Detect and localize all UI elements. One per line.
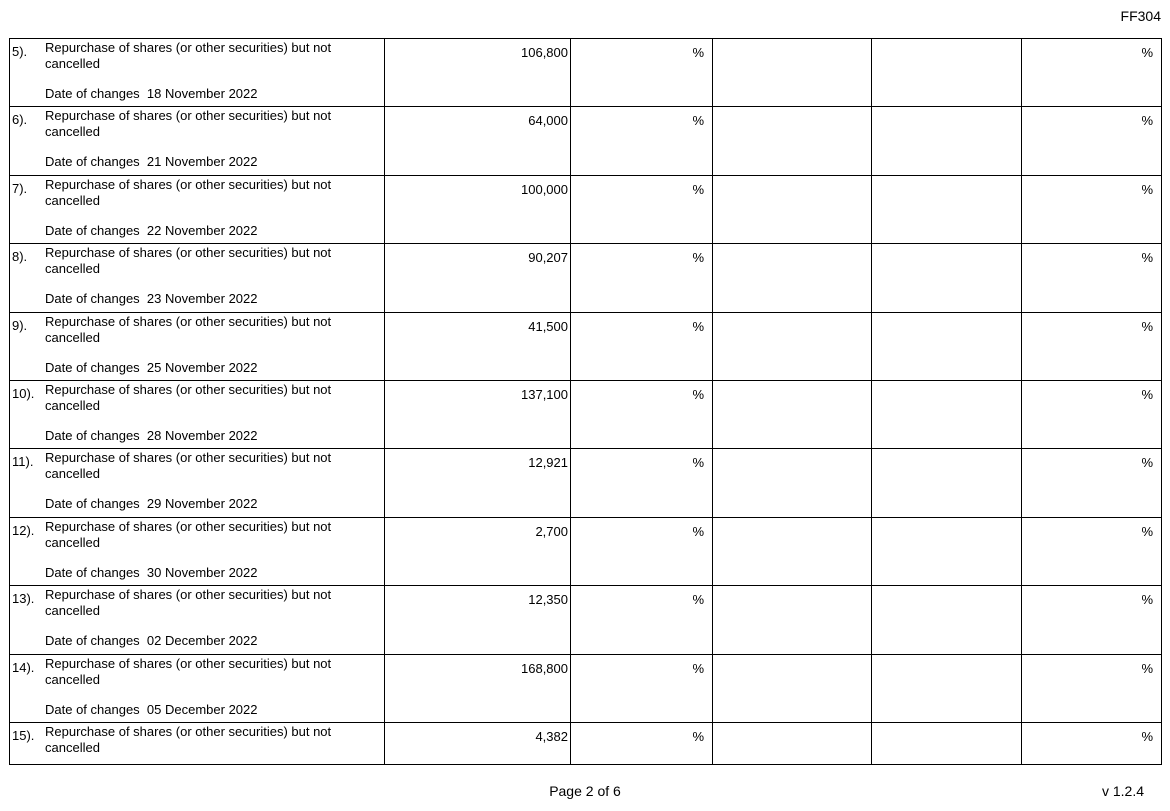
row-number: 8). [12,249,28,265]
table-row [10,654,1162,722]
table-row [10,39,1162,107]
percent-cell: % [1022,39,1162,107]
percent-cell: % [571,449,713,517]
empty-cell [713,654,872,722]
version-label: v 1.2.4 [1101,783,1144,799]
row-description: Repurchase of shares (or other securities) but not cancelled [45,723,332,755]
change-date: 29 November 2022 [146,496,258,512]
percent-cell: % [1022,517,1162,585]
change-date: 18 November 2022 [146,86,258,101]
empty-cell [872,517,1022,585]
empty-cell [872,654,1022,722]
row-number: 13). [12,591,35,607]
description-cell [10,722,385,764]
date-label: Date of changes [45,701,140,717]
table-row [10,380,1162,448]
description-cell [10,517,385,585]
description-cell [10,39,385,107]
shares-cell: 106,800 [385,39,571,107]
change-date: 25 November 2022 [146,359,258,375]
percent-cell: % [571,586,713,654]
change-date: 21 November 2022 [146,154,258,170]
row-description: Repurchase of shares (or other securities) but not cancelled [45,381,332,413]
shares-cell: 2,700 [385,517,571,585]
percent-cell: % [1022,586,1162,654]
row-description: Repurchase of shares (or other securities) but not cancelled [45,655,332,687]
empty-cell [713,722,872,764]
table-row [10,449,1162,517]
shares-cell: 168,800 [385,654,571,722]
change-date-line [45,360,384,376]
empty-cell [713,517,872,585]
row-number: 11). [12,454,34,470]
percent-cell: % [571,654,713,722]
change-date: 22 November 2022 [146,222,258,238]
change-date-line [45,565,384,581]
shares-cell: 64,000 [385,107,571,175]
changes-table-body [10,39,1162,765]
date-label: Date of changes [45,496,140,512]
description-cell [10,107,385,175]
shares-cell: 41,500 [385,312,571,380]
empty-cell [872,312,1022,380]
percent-cell: % [1022,380,1162,448]
date-label: Date of changes [45,154,140,170]
shares-cell: 12,921 [385,449,571,517]
description-cell [10,449,385,517]
row-description: Repurchase of shares (or other securities) but not cancelled [45,450,332,482]
percent-cell: % [571,380,713,448]
change-date-line [45,702,384,718]
row-description: Repurchase of shares (or other securities) but not cancelled [45,108,332,140]
percent-cell: % [571,175,713,243]
percent-cell: % [571,244,713,312]
date-label: Date of changes [45,86,140,101]
empty-cell [713,312,872,380]
form-code: FF304 [1120,8,1161,24]
row-number: 7). [12,180,28,196]
row-description: Repurchase of shares (or other securities) but not cancelled [45,245,332,277]
row-description: Repurchase of shares (or other securities) but not cancelled [45,518,332,550]
date-label: Date of changes [45,291,140,307]
empty-cell [872,722,1022,764]
change-date-line [45,223,384,239]
change-date: 28 November 2022 [146,427,258,443]
percent-cell: % [571,722,713,764]
change-date-line [45,496,384,512]
empty-cell [872,39,1022,107]
row-number: 12). [12,522,35,538]
change-date: 02 December 2022 [146,633,258,649]
row-number: 14). [12,659,35,675]
table-row [10,312,1162,380]
percent-cell: % [1022,312,1162,380]
page-number: Page 2 of 6 [549,783,621,799]
description-cell [10,244,385,312]
date-label: Date of changes [45,633,140,649]
percent-cell: % [1022,175,1162,243]
empty-cell [872,449,1022,517]
table-row [10,722,1162,764]
date-label: Date of changes [45,222,140,238]
changes-table [9,38,1162,765]
shares-cell: 4,382 [385,722,571,764]
change-date-line [45,633,384,649]
empty-cell [713,449,872,517]
row-description: Repurchase of shares (or other securities) but not cancelled [45,587,332,619]
empty-cell [713,39,872,107]
empty-cell [872,107,1022,175]
table-row [10,175,1162,243]
date-label: Date of changes [45,359,140,375]
empty-cell [713,107,872,175]
change-date-line [45,291,384,307]
change-date: 05 December 2022 [146,701,258,717]
empty-cell [872,244,1022,312]
percent-cell: % [1022,449,1162,517]
date-label: Date of changes [45,564,140,580]
percent-cell: % [1022,244,1162,312]
row-description: Repurchase of shares (or other securities) but not cancelled [45,313,332,345]
percent-cell: % [1022,654,1162,722]
empty-cell [872,175,1022,243]
percent-cell: % [571,107,713,175]
change-date: 23 November 2022 [146,291,258,307]
row-description: Repurchase of shares (or other securities) but not cancelled [45,176,332,208]
percent-cell: % [571,312,713,380]
empty-cell [713,244,872,312]
empty-cell [713,380,872,448]
percent-cell: % [1022,107,1162,175]
change-date-line [45,428,384,444]
table-row [10,586,1162,654]
row-number: 9). [12,317,28,333]
shares-cell: 12,350 [385,586,571,654]
shares-cell: 137,100 [385,380,571,448]
table-row [10,244,1162,312]
description-cell [10,380,385,448]
empty-cell [872,380,1022,448]
shares-cell: 90,207 [385,244,571,312]
shares-cell: 100,000 [385,175,571,243]
row-number: 15). [12,727,35,743]
description-cell [10,312,385,380]
percent-cell: % [571,517,713,585]
empty-cell [713,175,872,243]
description-cell [10,586,385,654]
date-label: Date of changes [45,427,140,443]
description-cell [10,175,385,243]
row-number: 5). [12,44,28,59]
row-description: Repurchase of shares (or other securities) but not cancelled [45,40,332,71]
description-cell [10,654,385,722]
change-date-line [45,86,384,102]
empty-cell [713,586,872,654]
table-row [10,107,1162,175]
change-date: 30 November 2022 [146,564,258,580]
row-number: 6). [12,112,28,128]
percent-cell: % [571,39,713,107]
empty-cell [872,586,1022,654]
change-date-line [45,154,384,170]
percent-cell: % [1022,722,1162,764]
table-row [10,517,1162,585]
row-number: 10). [12,385,35,401]
